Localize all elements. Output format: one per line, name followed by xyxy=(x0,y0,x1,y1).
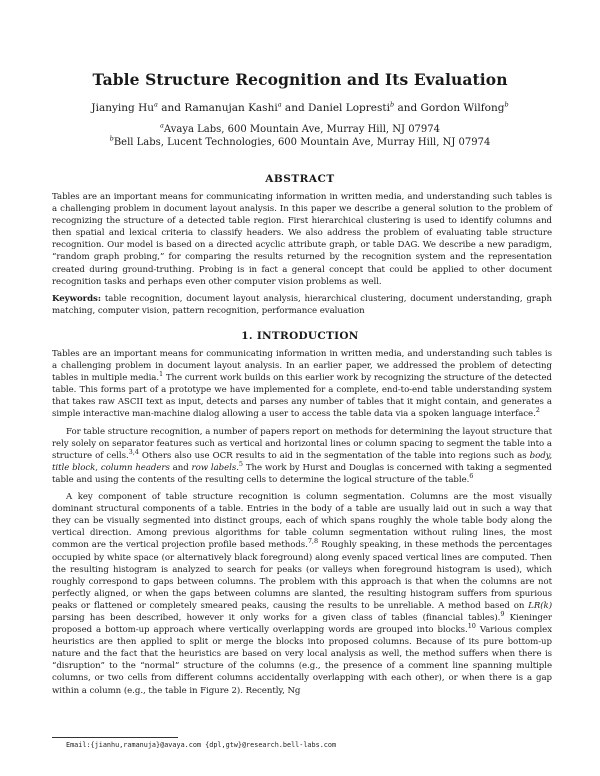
affiliation-mark: b xyxy=(109,134,114,143)
paragraph-text: The current work builds on this earlier work by recognizing the structure of the detected table. This forms part of a prototype we have implemented for a complete, end-to-end table understanding system that takes raw ASCII text as input, detects and parses any number of tables that it might contain, and generates a simple interactive man-machine dialog allowing a user to access the table data via a spoken language interface. xyxy=(52,373,552,420)
paragraph-text: parsing has been described, however it only works for a given class of tables (financial tables). xyxy=(52,612,501,623)
keywords-text: table recognition, document layout analysis, hierarchical clustering, document understanding, graph matching, computer vision, pattern recognition, performance evaluation xyxy=(52,294,552,317)
section-heading: 1. INTRODUCTION xyxy=(241,330,359,342)
affiliation-text: Bell Labs, Lucent Technologies, 600 Mountain Ave, Murray Hill, NJ 07974 xyxy=(113,137,491,148)
citation-ref: 5 xyxy=(238,459,243,468)
paragraph-text: . xyxy=(236,462,239,473)
introduction-body xyxy=(52,348,552,738)
citation-ref: 3,4 xyxy=(128,447,139,456)
citation-ref: 1 xyxy=(159,370,164,379)
paragraph-text: The work by Hurst and Douglas is concerned with taking a segmented table and using the contents of the resulting cells to determine the logical structure of the table. xyxy=(52,462,552,485)
paragraph-text: For table structure recognition, a number of papers report on methods for determining the layout structure that rely solely on separator features such as vertical and horizontal lines or column spacing to segment the table into a structure of cells. xyxy=(52,426,552,461)
keywords xyxy=(52,293,552,317)
affiliation xyxy=(0,134,600,148)
paragraph-text: Various complex heuristics are then applied to split or merge the blocks into proposed columns. Because of its pure bottom-up nature and the fact that the heuristics are based on very local analysis as well, the method suffers when there is “disruption” to the “normal” structure of the columns (e.g., the presence of a comment line spanning multiple columns, or two cells from different columns accidentally overlapping with each other), or when there is a gap within a column (e.g., the table in Figure 2). Recently, Ng xyxy=(52,625,552,696)
paragraph xyxy=(52,491,552,697)
italic-term: row labels xyxy=(191,462,237,473)
author-name: Daniel Lopresti xyxy=(308,102,390,114)
citation-ref: 9 xyxy=(500,610,505,619)
citation-ref: 2 xyxy=(535,406,540,415)
author-name: Jianying Hu xyxy=(91,102,154,114)
citation-ref: 7,8 xyxy=(307,537,319,546)
paragraph-text: Tables are an important means for communicating information in written media, and understanding such tables is a challenging problem in document layout analysis. In an earlier paper, we addressed the problem of detecting tables in multiple media. xyxy=(52,349,552,384)
paragraph xyxy=(52,348,552,421)
paragraph-text: Roughly speaking, in these methods the percentages occupied by white space (or alternatively black foreground) along evenly spaced vertical lines are computed. Then the resulting histogram is analyzed to search for peaks (or valleys when foreground histogram is used), which roughly correspond to gaps between columns. The problem with this approach is that when the columns are not perfectly aligned, or when the gaps between columns are slanted, the resulting histogram suffers from spurious peaks or flattened or completely smeared peaks, causing the results to be unreliable. A method based on xyxy=(52,540,552,611)
author-separator: and xyxy=(281,102,309,114)
italic-term: LR(k) xyxy=(528,600,552,611)
affiliation-mark: b xyxy=(504,100,509,109)
affiliation-text: Avaya Labs, 600 Mountain Ave, Murray Hill, NJ 07974 xyxy=(163,124,440,135)
author-separator: and xyxy=(394,102,421,114)
affiliation-mark: a xyxy=(277,100,282,109)
affiliation-mark: a xyxy=(160,121,164,130)
footnote-emails: Email:{jianhu,ramanuja}@avaya.com {dpl,gtw}@research.bell-labs.com xyxy=(66,741,337,749)
citation-ref: 10 xyxy=(467,622,476,631)
paragraph-text: and xyxy=(169,462,192,473)
footnote-rule xyxy=(52,737,178,738)
affiliation-mark: b xyxy=(389,100,395,109)
paper-title: Table Structure Recognition and Its Evaluation xyxy=(92,70,508,89)
paragraph-text: Kieninger proposed a bottom-up approach where vertically overlapping words are grouped into blocks. xyxy=(52,612,552,636)
paragraph xyxy=(52,426,552,486)
italic-term: body, title block, column headers xyxy=(52,450,552,473)
keywords-label: Keywords: xyxy=(52,294,101,304)
author-separator: and xyxy=(157,102,185,114)
abstract-heading: ABSTRACT xyxy=(265,173,335,185)
affiliation-mark: a xyxy=(154,100,158,109)
paragraph-text: Others also use OCR results to aid in the segmentation of the table into regions such as xyxy=(138,450,530,461)
abstract-text: Tables are an important means for communicating information in written media, and understanding such tables is a challenging problem in document layout analysis. In this paper we describe a general solution to the problem of recognizing the structure of a detected table region. First hierarchical clustering is used to identify columns and then spatial and lexical criteria to classify headers. We also address the problem of evaluating table structure recognition. Our model is based on a directed acyclic attribute graph, or table DAG. We describe a new paradigm, “random graph probing,” for comparing the results returned by the recognition system and the representation created during ground-truthing. Probing is in fact a general concept that could be applied to other document recognition tasks and perhaps even other computer vision problems as well. xyxy=(52,192,552,287)
author-name: Gordon Wilfong xyxy=(420,102,505,114)
affiliation xyxy=(0,121,600,135)
citation-ref: 6 xyxy=(469,472,474,481)
author-list xyxy=(0,102,600,114)
author-name: Ramanujan Kashi xyxy=(184,102,278,114)
paragraph-text: A key component of table structure recognition is column segmentation. Columns are the most visually dominant structural components of a table. Entries in the body of a table are usually laid out in such a way that they can be visually segmented into distinct groups, each of which spans roughly the whole table body along the vertical direction. Among previous algorithms for table column segmentation without ruling lines, the most common are the vertical projection profile based methods. xyxy=(52,492,552,551)
